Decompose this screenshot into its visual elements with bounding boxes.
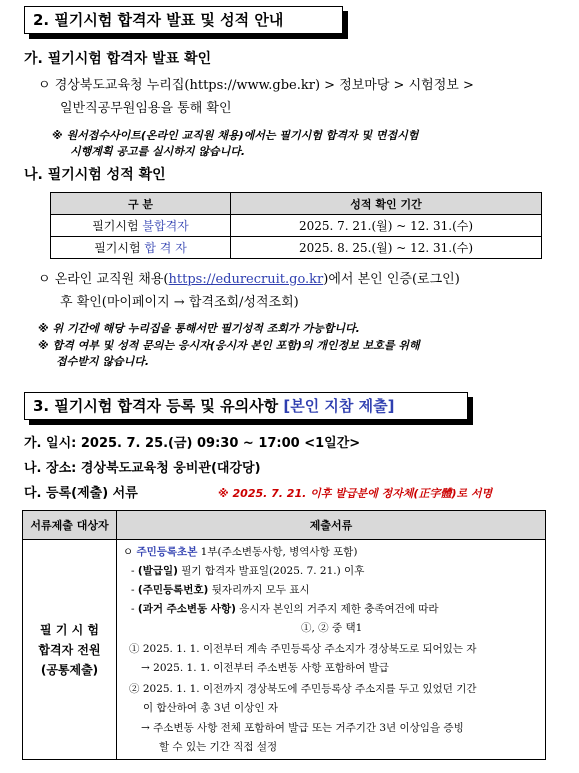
- submission-docs-table: [22, 510, 546, 760]
- pass-status-label: 합 격 자: [144, 241, 187, 255]
- section2-sub-a: 가. 필기시험 합격자 발표 확인: [24, 51, 212, 67]
- docs-table-col1: 서류제출 대상자: [23, 511, 117, 540]
- score-row2-period: 2025. 8. 25.(월) ~ 12. 31.(수): [231, 237, 542, 259]
- section3-title-highlight: [본인 지참 제출]: [283, 397, 395, 415]
- section2-b-line2: 후 확인(마이페이지 → 합격조회/성적조회): [60, 295, 299, 310]
- fail-status-label: 불합격자: [142, 219, 189, 233]
- section2-title-text: 2. 필기시험 합격자 발표 및 성적 안내: [33, 11, 284, 29]
- section2-a-note2: 시행계획 공고를 실시하지 않습니다.: [70, 145, 246, 158]
- score-table-col2: 성적 확인 기간: [231, 193, 542, 215]
- table-row: [51, 215, 542, 237]
- table-row: [51, 237, 542, 259]
- doc-item3-sub: ①, ② 중 택1: [301, 622, 363, 634]
- doc-main-line: ㅇ 주민등록초본 1부(주소변동사항, 병역사항 포함): [123, 546, 358, 558]
- doc-item1: - (발급일) 필기 합격자 발표일(2025. 7. 21.) 이후: [131, 565, 365, 577]
- edurecruit-link[interactable]: https://edurecruit.go.kr: [168, 272, 324, 287]
- section3-line-ga: 가. 일시: 2025. 7. 25.(금) 09:30 ~ 17:00 <1일간>: [24, 436, 361, 451]
- section3-da-note: ※ 2025. 7. 21. 이후 발급분에 정자체(正字體)로 서명: [218, 487, 493, 500]
- docs-target-cell: [23, 540, 117, 760]
- section2-a-line2: 일반직공무원임용을 통해 확인: [60, 101, 232, 116]
- score-row1-category: 필기시험 불합격자: [51, 215, 231, 237]
- table-row: [23, 540, 546, 760]
- target-line2: 합격자 전원: [38, 642, 101, 657]
- target-line3: (공통제출): [40, 662, 99, 677]
- score-row2-category: 필기시험 합 격 자: [51, 237, 231, 259]
- section2-a-line1: ㅇ 경상북도교육청 누리집(https://www.gbe.kr) > 정보마당 > 시험정보 >: [38, 78, 474, 93]
- doc-item3: - (과거 주소변동 사항) 응시자 본인의 거주지 제한 충족여건에 따라: [131, 603, 439, 615]
- score-table-header: [51, 193, 542, 215]
- doc-item2: - (주민등록번호) 뒷자리까지 모두 표시: [131, 584, 310, 596]
- score-table-col1: 구 분: [51, 193, 231, 215]
- section2-b-note3: 접수받지 않습니다.: [56, 355, 150, 368]
- doc-opt2-line1: ② 2025. 1. 1. 이전까지 경상북도에 주민등록상 주소지를 두고 있었던 기간: [129, 683, 477, 695]
- doc-opt2-line2: 이 합산하여 총 3년 이상인 자: [143, 702, 278, 714]
- section2-a-note1: ※ 원서접수사이트(온라인 교직원 채용)에서는 필기시험 합격자 및 면접시험: [52, 129, 419, 142]
- score-row1-period: 2025. 7. 21.(월) ~ 12. 31.(수): [231, 215, 542, 237]
- section2-sub-b: 나. 필기시험 성적 확인: [24, 167, 166, 183]
- doc-opt1-line2: → 2025. 1. 1. 이전부터 주소변동 사항 포함하여 발급: [141, 662, 389, 674]
- score-period-table: [50, 192, 542, 259]
- section2-b-note1: ※ 위 기간에 해당 누리집을 통해서만 필기성적 조회가 가능합니다.: [38, 322, 360, 335]
- docs-table-col2: 제출서류: [117, 511, 546, 540]
- target-line1: 필 기 시 험: [40, 622, 99, 637]
- doc-opt2-line4: 할 수 있는 기간 직접 설정: [159, 741, 278, 753]
- section3-line-da: 다. 등록(제출) 서류: [24, 486, 138, 501]
- section3-title: [24, 392, 468, 420]
- docs-table-header: [23, 511, 546, 540]
- section2-title: [24, 6, 343, 34]
- section2-b-note2: ※ 합격 여부 및 성적 문의는 응시자(응시자 본인 포함)의 개인정보 보호를 위해: [38, 339, 420, 352]
- section3-line-na: 나. 장소: 경상북도교육청 웅비관(대강당): [24, 461, 261, 476]
- docs-content-cell: [117, 540, 546, 760]
- doc-opt2-line3: → 주소변동 사항 전체 포함하여 발급 또는 거주기간 3년 이상임을 증빙: [141, 722, 464, 734]
- doc-opt1-line1: ① 2025. 1. 1. 이전부터 계속 주민등록상 주소지가 경상북도로 되어있는 자: [129, 643, 477, 655]
- doc-name: 주민등록초본: [136, 546, 198, 558]
- section2-b-line1: ㅇ 온라인 교직원 채용(https://edurecruit.go.kr)에서 본인 인증(로그인): [38, 272, 460, 287]
- section3-title-text: 3. 필기시험 합격자 등록 및 유의사항: [33, 397, 284, 415]
